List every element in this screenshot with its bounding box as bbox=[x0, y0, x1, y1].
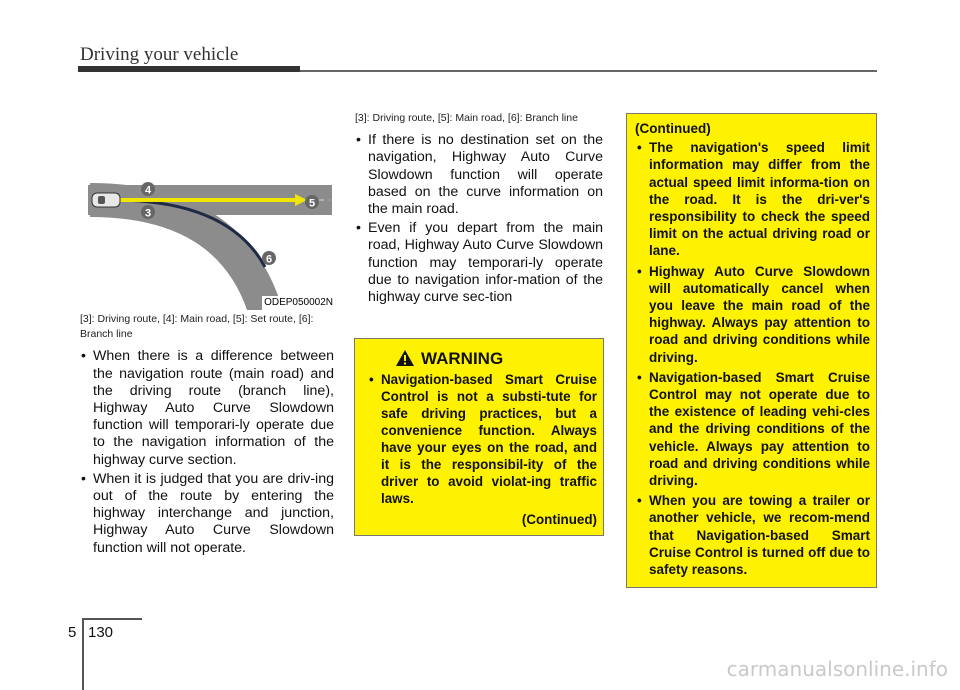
left-bullet-list bbox=[80, 348, 334, 556]
left-column bbox=[80, 312, 334, 559]
middle-bullet-list bbox=[355, 132, 603, 306]
marker-6-label: 6 bbox=[265, 253, 273, 266]
warning-box bbox=[354, 338, 604, 536]
header-bar bbox=[78, 66, 300, 72]
list-item: • Even if you depart from the main road, Highway Auto Curve Slowdown function may temporari-ly operate due to navigation infor-mation of the highway curve sec-tion bbox=[355, 220, 603, 306]
marker-5-label: 5 bbox=[308, 197, 316, 210]
page-number: 130 bbox=[88, 624, 114, 641]
footer-rule-horizontal bbox=[82, 618, 142, 620]
list-item: • If there is no destination set on the navigation, Highway Auto Curve Slowdown function will operate based on the curve information on the main road. bbox=[355, 132, 603, 218]
warning-triangle-icon bbox=[395, 349, 415, 367]
list-item: • Navigation-based Smart Cruise Control may not operate due to the existence of leading vehi-cles and the driving conditions of the vehicle. Always pay attention to road and driving conditions while driving. bbox=[635, 369, 870, 489]
list-item: • When you are towing a trailer or another vehicle, we recom-mend that Navigation-based Smart Cruise Control is turned off due to safety reasons. bbox=[635, 492, 870, 578]
list-item: • When there is a difference between the navigation route (main road) and the driving route (branch line), Highway Auto Curve Slowdown function will temporari-ly operate due to the navigation information of the highway curve section. bbox=[80, 348, 334, 468]
middle-column bbox=[355, 111, 603, 308]
route-caption: [3]: Driving route, [5]: Main road, [6]: Branch line bbox=[355, 112, 578, 124]
warning-title: WARNING bbox=[421, 348, 504, 368]
footer-rule-vertical bbox=[82, 618, 84, 690]
list-item: • The navigation's speed limit information may differ from the actual speed limit informa-tion on the road. It is the dri-ver's responsibility to check the speed limit on the actual driving road or lane. bbox=[635, 139, 870, 259]
continued-warning-box bbox=[626, 113, 877, 588]
warning-bullet-list bbox=[367, 371, 597, 507]
figure-code: ODEP050002N bbox=[264, 297, 333, 308]
branch-road bbox=[90, 200, 265, 310]
road-diagram-illustration bbox=[80, 112, 335, 310]
car-icon bbox=[92, 193, 120, 207]
list-item: • Navigation-based Smart Cruise Control is not a substi-tute for safe driving practices, but a convenience function. Always have your eyes on the road, and it is the responsibil-ity of the driver to avoid violat-ing traffic laws. bbox=[367, 371, 597, 507]
list-item: • When it is judged that you are driv-ing out of the route by entering the highway interchange and junction, Highway Auto Curve Slowdown function will not operate. bbox=[80, 471, 334, 557]
warning-continued: (Continued) bbox=[521, 512, 597, 527]
continued-heading: (Continued) bbox=[635, 121, 711, 136]
figure-caption: [3]: Driving route, [4]: Main road, [5]: Set route, [6]: Branch line bbox=[80, 313, 314, 341]
marker-3-label: 3 bbox=[144, 207, 152, 220]
marker-4-label: 4 bbox=[144, 184, 152, 197]
continued-bullet-list bbox=[635, 139, 870, 578]
watermark: carmanualsonline.info bbox=[726, 657, 948, 681]
header-rule bbox=[300, 70, 877, 72]
warning-header bbox=[395, 349, 597, 367]
page-header-title: Driving your vehicle bbox=[80, 44, 239, 65]
car-windshield bbox=[98, 196, 105, 204]
road-diagram bbox=[80, 112, 335, 310]
list-item: • Highway Auto Curve Slowdown will automatically cancel when you leave the main road of the highway. Always pay attention to road and driving conditions while driving. bbox=[635, 263, 870, 366]
chapter-number: 5 bbox=[68, 624, 77, 641]
